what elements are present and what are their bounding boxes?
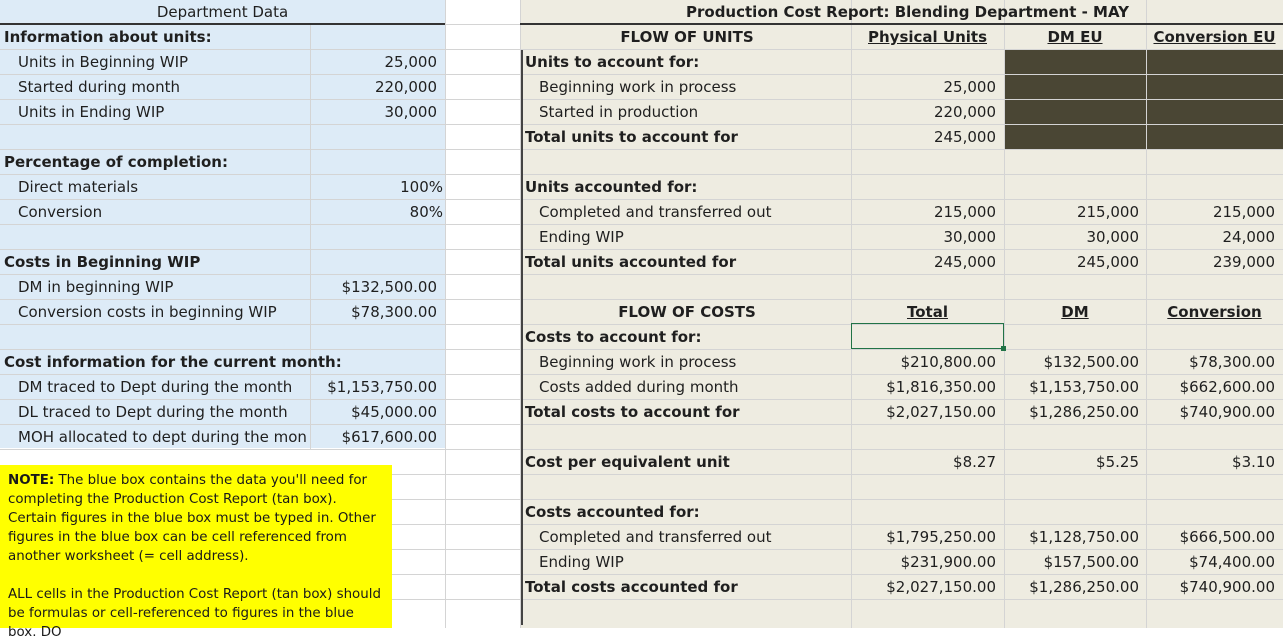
dept-data-title: Department Data (156, 3, 289, 21)
conv-bwip-value[interactable]: $78,300.00 (351, 303, 437, 321)
completed-physical[interactable]: 215,000 (933, 203, 996, 221)
cpeu-dm[interactable]: $5.25 (1096, 453, 1139, 471)
report-bwip-units[interactable]: 25,000 (943, 78, 996, 96)
cost-completed-conv[interactable]: $666,500.00 (1179, 528, 1275, 546)
note-label: NOTE: (8, 473, 55, 488)
cost-added-total[interactable]: $1,816,350.00 (886, 378, 996, 396)
ewip-conv-eu[interactable]: 24,000 (1222, 228, 1275, 246)
cost-bwip-total[interactable]: $210,800.00 (900, 353, 996, 371)
dm-bwip-label: DM in beginning WIP (18, 278, 174, 296)
completed-conv-eu[interactable]: 215,000 (1212, 203, 1275, 221)
dl-traced-value[interactable]: $45,000.00 (351, 403, 437, 421)
flow-of-units-header: FLOW OF UNITS (620, 28, 754, 46)
cpeu-conv[interactable]: $3.10 (1232, 453, 1275, 471)
cost-completed-dm[interactable]: $1,128,750.00 (1029, 528, 1139, 546)
col-conversion: Conversion (1167, 303, 1262, 321)
cost-ewip-total[interactable]: $231,900.00 (900, 553, 996, 571)
report-started-units[interactable]: 220,000 (933, 103, 996, 121)
total-units-accounted-label: Total units accounted for (525, 253, 737, 271)
col-conversion-eu: Conversion EU (1153, 28, 1276, 46)
col-dm: DM (1061, 303, 1089, 321)
note-box (0, 465, 392, 640)
cost-ewip-label: Ending WIP (539, 553, 624, 571)
total-accounted-dm-eu[interactable]: 245,000 (1076, 253, 1139, 271)
total-units-to-account-value[interactable]: 245,000 (933, 128, 996, 146)
ewip-physical[interactable]: 30,000 (943, 228, 996, 246)
col-physical-units: Physical Units (868, 28, 987, 46)
completed-dm-eu[interactable]: 215,000 (1076, 203, 1139, 221)
cpeu-total[interactable]: $8.27 (953, 453, 996, 471)
pct-conv-value[interactable]: 80% (409, 203, 443, 221)
total-costs-dm[interactable]: $1,286,250.00 (1029, 403, 1139, 421)
dm-traced-label: DM traced to Dept during the month (18, 378, 293, 396)
pct-dm-value[interactable]: 100% (400, 178, 443, 196)
dl-traced-label: DL traced to Dept during the month (18, 403, 288, 421)
total-costs-label: Total costs to account for (525, 403, 740, 421)
report-started-label: Started in production (539, 103, 699, 121)
pct-conv-label: Conversion (18, 203, 103, 221)
ewip-dm-eu[interactable]: 30,000 (1086, 228, 1139, 246)
dm-traced-value[interactable]: $1,153,750.00 (327, 378, 437, 396)
conv-bwip-label: Conversion costs in beginning WIP (18, 303, 277, 321)
col-dm-eu: DM EU (1047, 28, 1103, 46)
cost-added-label: Costs added during month (539, 378, 739, 396)
units-started-value[interactable]: 220,000 (374, 78, 437, 96)
total-accounted-physical[interactable]: 245,000 (933, 253, 996, 271)
pct-completion-header: Percentage of completion: (4, 153, 228, 171)
cost-added-conv[interactable]: $662,600.00 (1179, 378, 1275, 396)
units-accounted-header: Units accounted for: (525, 178, 698, 196)
moh-allocated-label: MOH allocated to dept during the mon (18, 428, 307, 446)
cost-completed-total[interactable]: $1,795,250.00 (886, 528, 996, 546)
cost-bwip-dm[interactable]: $132,500.00 (1043, 353, 1139, 371)
units-ewip-value[interactable]: 30,000 (384, 103, 437, 121)
costs-to-account-header: Costs to account for: (525, 328, 702, 346)
selected-cell[interactable] (851, 323, 1004, 349)
moh-allocated-value[interactable]: $617,600.00 (341, 428, 437, 446)
report-title: Production Cost Report: Blending Department - MAY (686, 3, 1129, 21)
cost-bwip-label: Beginning work in process (539, 353, 737, 371)
info-units-header: Information about units: (4, 28, 212, 46)
ewip-units-label: Ending WIP (539, 228, 624, 246)
units-started-label: Started during month (18, 78, 181, 96)
cost-bwip-conv[interactable]: $78,300.00 (1189, 353, 1275, 371)
report-bwip-label: Beginning work in process (539, 78, 737, 96)
total-costs-accounted-total[interactable]: $2,027,150.00 (886, 578, 996, 596)
note-text-2: ALL cells in the Production Cost Report (tan box) should be formulas or cell-referenced to figures in the blue box. DO (8, 587, 381, 640)
completed-units-label: Completed and transferred out (539, 203, 772, 221)
current-cost-header: Cost information for the current month: (4, 353, 342, 371)
costs-bwip-header: Costs in Beginning WIP (4, 253, 201, 271)
total-costs-accounted-label: Total costs accounted for (525, 578, 738, 596)
total-units-to-account-label: Total units to account for (525, 128, 738, 146)
cost-added-dm[interactable]: $1,153,750.00 (1029, 378, 1139, 396)
units-ewip-label: Units in Ending WIP (18, 103, 165, 121)
units-bwip-label: Units in Beginning WIP (18, 53, 189, 71)
pct-dm-label: Direct materials (18, 178, 139, 196)
total-costs-total[interactable]: $2,027,150.00 (886, 403, 996, 421)
dm-bwip-value[interactable]: $132,500.00 (341, 278, 437, 296)
units-bwip-value[interactable]: 25,000 (384, 53, 437, 71)
cost-ewip-conv[interactable]: $74,400.00 (1189, 553, 1275, 571)
cost-completed-label: Completed and transferred out (539, 528, 772, 546)
flow-of-costs-header: FLOW OF COSTS (618, 303, 756, 321)
note-text-1: The blue box contains the data you'll need for completing the Production Cost Report (tan box). Certain figures in the blue box must be typed in. Other figures in the blue box can be cell referenced from another worksheet (= cell address). (8, 473, 376, 564)
cost-ewip-dm[interactable]: $157,500.00 (1043, 553, 1139, 571)
total-accounted-conv-eu[interactable]: 239,000 (1212, 253, 1275, 271)
total-costs-conv[interactable]: $740,900.00 (1179, 403, 1275, 421)
costs-accounted-header: Costs accounted for: (525, 503, 700, 521)
total-costs-accounted-dm[interactable]: $1,286,250.00 (1029, 578, 1139, 596)
units-to-account-header: Units to account for: (525, 53, 700, 71)
col-total: Total (907, 303, 948, 321)
total-costs-accounted-conv[interactable]: $740,900.00 (1179, 578, 1275, 596)
cpeu-label: Cost per equivalent unit (525, 453, 730, 471)
blocked-cells (1005, 50, 1283, 150)
